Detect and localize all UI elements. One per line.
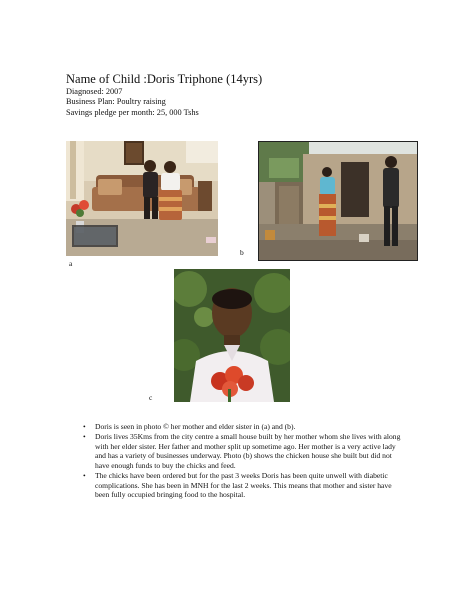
- list-item: [81, 471, 401, 500]
- photo-c-caption: c: [149, 393, 153, 402]
- list-item: [81, 432, 401, 470]
- notes-bullet-list: [81, 422, 401, 500]
- photo-a-living-room: [66, 141, 218, 256]
- list-item: [81, 422, 401, 432]
- business-plan-line: Business Plan: Poultry raising: [66, 97, 166, 107]
- bullet-text: Doris is seen in photo © her mother and elder sister in (a) and (b).: [95, 422, 296, 431]
- bullet-text: Doris lives 35Kms from the city centre a small house built by her mother whom she lives with along with her elder sister. Her father and mother split up sometime ago. Her mother is a very active lady and has a variety of businesses underway. Photo (b) shows the chicken house she built but did not have enough funds to buy the chicks and feed.: [95, 432, 401, 470]
- diagnosed-line: Diagnosed: 2007: [66, 87, 123, 96]
- photo-b-caption: b: [240, 248, 244, 257]
- photo-a-caption: a: [69, 259, 73, 268]
- bullet-marker: •: [83, 422, 86, 431]
- bullet-marker: •: [83, 470, 86, 480]
- child-name-title: Name of Child :Doris Triphone (14yrs): [66, 72, 263, 86]
- savings-pledge-line: Savings pledge per month: 25, 000 Tshs: [66, 107, 199, 117]
- bullet-text: The chicks have been ordered but for the past 3 weeks Doris has been quite unwell with diabetic complications. She has been in MNH for the last 2 weeks. This means that mother and sister have been fully occupied bringing food to the hospital.: [95, 470, 392, 500]
- photo-c-doris-portrait: [174, 269, 290, 402]
- child-info-header: [66, 72, 426, 118]
- photo-b-chicken-house: [258, 141, 418, 261]
- bullet-marker: •: [83, 432, 86, 442]
